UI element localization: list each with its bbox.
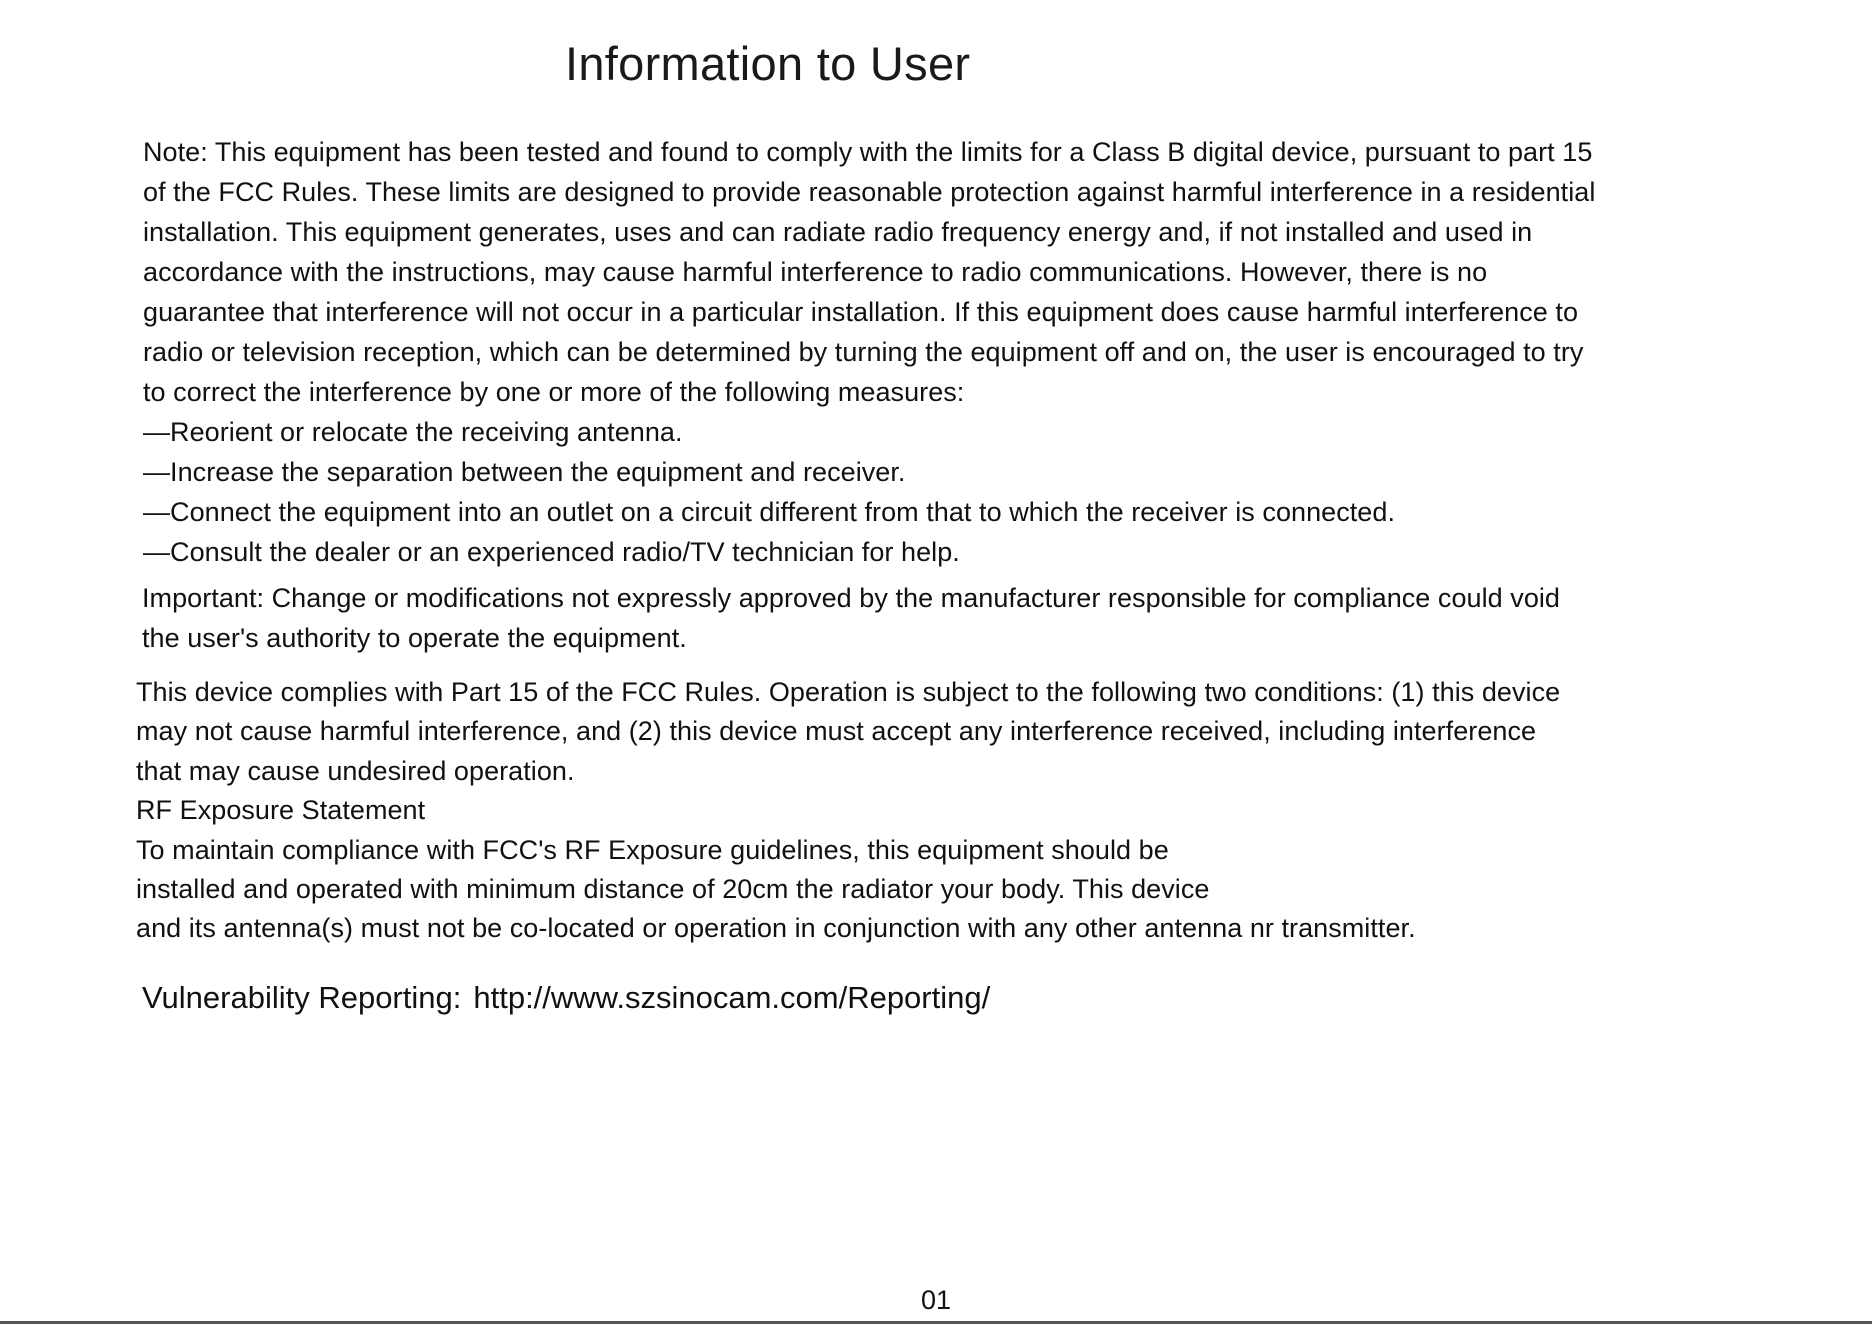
note-line: Note: This equipment has been tested and found to comply with the limits for a Class B digital device, pursuant to part 15 (143, 137, 1593, 167)
rf-exposure-line: installed and operated with minimum distance of 20cm the radiator your body. This device (136, 874, 1210, 905)
note-line: installation. This equipment generates, uses and can radiate radio frequency energy and, if not installed and used in (143, 217, 1533, 247)
vulnerability-url-link[interactable]: http://www.szsinocam.com/Reporting/ (473, 980, 991, 1015)
vulnerability-reporting (142, 976, 990, 1020)
measure-item: —Connect the equipment into an outlet on a circuit different from that to which the receiver is connected. (143, 497, 1395, 527)
compliance-line: that may cause undesired operation. (136, 755, 575, 786)
page-number: 01 (920, 1285, 952, 1315)
important-paragraph (142, 578, 1560, 658)
vulnerability-label: Vulnerability Reporting: (142, 980, 462, 1015)
note-line: radio or television reception, which can be determined by turning the equipment off and on, the user is encouraged to try (143, 337, 1584, 367)
page-title: Information to User (565, 37, 971, 90)
fcc-compliance-paragraph (136, 673, 1560, 949)
measure-item: —Reorient or relocate the receiving antenna. (143, 417, 683, 447)
rf-exposure-heading: RF Exposure Statement (136, 795, 426, 826)
rf-exposure-line: and its antenna(s) must not be co-located or operation in conjunction with any other antenna nr transmitter. (136, 913, 1416, 944)
rf-exposure-line: To maintain compliance with FCC's RF Exposure guidelines, this equipment should be (136, 834, 1169, 865)
measure-item: —Consult the dealer or an experienced radio/TV technician for help. (143, 537, 960, 567)
note-line: to correct the interference by one or more of the following measures: (143, 377, 965, 407)
important-line: the user's authority to operate the equipment. (142, 623, 687, 653)
note-line: guarantee that interference will not occur in a particular installation. If this equipment does cause harmful interference to (143, 297, 1579, 327)
note-line: of the FCC Rules. These limits are designed to provide reasonable protection against harmful interference in a residential (143, 177, 1596, 207)
important-line: Important: Change or modifications not expressly approved by the manufacturer responsible for compliance could void (142, 583, 1561, 613)
compliance-line: may not cause harmful interference, and (2) this device must accept any interference received, including interference (136, 716, 1537, 747)
measure-item: —Increase the separation between the equipment and receiver. (143, 457, 906, 487)
compliance-line: This device complies with Part 15 of the FCC Rules. Operation is subject to the following two conditions: (1) this device (136, 677, 1561, 707)
fcc-note-paragraph (143, 132, 1595, 572)
note-line: accordance with the instructions, may cause harmful interference to radio communications. However, there is no (143, 257, 1488, 287)
